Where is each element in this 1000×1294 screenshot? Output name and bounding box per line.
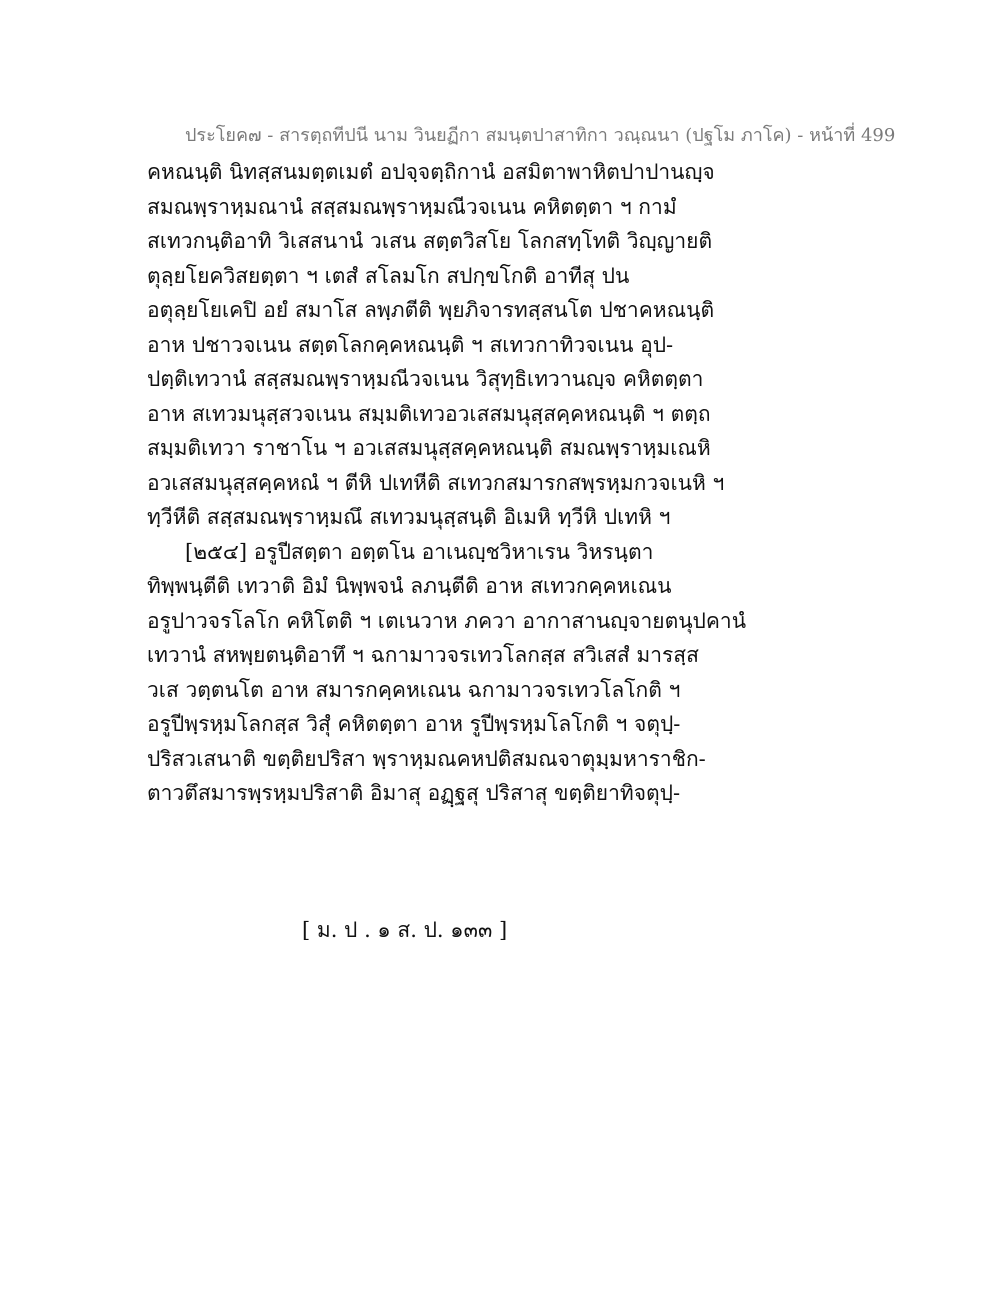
text-line: สเทวกนฺติอาทิ วิเสสนานํ วเสน สตฺตวิสโย โลกสทฺโทติ วิญฺญายติ [147,229,713,253]
text-line: เทวานํ สหพฺยตนฺติอาทึ ฯ ฉกามาวจรเทวโลกสฺส สวิเสสํ มารสฺส [147,643,699,667]
text-line: ทฺวีหีติ สสฺสมณพฺราหฺมณึ สเทวมนุสฺสนฺติ อิเมหิ ทฺวีหิ ปเทหิ ฯ [147,505,671,529]
running-header: ประโยค๗ - สารตฺถทีปนี นาม วินยฏีกา สมนฺตปาสาทิกา วณฺณนา (ปฐโม ภาโค) - หน้าที่ 499 [185,125,896,146]
text-line: ตุลฺยโยควิสยตฺตา ฯ เตสํ สโลมโก สปกฺขโกติ อาทีสุ ปน [147,263,630,288]
text-line: ปริสวเสนาติ ขตฺติยปริสา พฺราหฺมณคหปติสมณจาตุมฺมหาราชิก- [147,746,706,771]
text-line: คหณนฺติ นิทสฺสนมตฺตเมตํ อปจฺจตฺถิกานํ อสมิตาพาหิตปาปานญฺจ [147,160,715,184]
paragraph-start-line: [๒๕๔] อรูปีสตฺตา อตฺตโน อาเนญฺชวิหาเรน วิหรนฺตา [185,539,654,564]
text-line: อตุลฺยโยเคปิ อยํ สมาโส ลพฺภตีติ พฺยภิจารทสฺสนโต ปชาคหณนฺติ [147,298,715,322]
text-line: อาห สเทวมนุสฺสวจเนน สมฺมติเทวอวเสสมนุสฺสคฺคหณนฺติ ฯ ตตฺถ [147,401,711,426]
body-text [147,155,747,811]
text-line: ตาวตึสมารพฺรหฺมปริสาติ อิมาสุ อฏฺฐสุ ปริสาสุ ขตฺติยาทิจตุปฺ- [147,781,681,805]
text-line: ทิพฺพนฺตีติ เทวาติ อิมํ นิพฺพจนํ ลภนฺตีติ อาห สเทวกคฺคหเณน [147,574,672,598]
text-line: ปตฺติเทวานํ สสฺสมณพฺราหฺมณีวจเนน วิสุทฺธิเทวานญฺจ คหิตตฺตา [147,367,704,391]
text-line: อาห ปชาวจเนน สตฺตโลกคฺคหณนฺติ ฯ สเทวกาทิวจเนน อุป- [147,332,674,357]
text-line: สมฺมติเทวา ราชาโน ฯ อวเสสมนุสฺสคฺคหณนฺติ สมณพฺราหฺมเณหิ [147,436,711,460]
text-line: วเส วตฺตนโต อาห สมารกคฺคหเณน ฉกามาวจรเทวโลโกติ ฯ [147,677,681,702]
text-line: อรูปาวจรโลโก คหิโตติ ฯ เตเนวาห ภควา อากาสานญฺจายตนุปคานํ [147,608,747,633]
footnote-reference: [ ม. ป . ๑ ส. ป. ๑๓๓ ] [302,918,508,942]
text-line: สมณพฺราหฺมณานํ สสฺสมณพฺราหฺมณีวจเนน คหิตตฺตา ฯ กามํ [147,194,677,219]
text-line: อรูปีพฺรหฺมโลกสฺส วิสุํ คหิตตฺตา อาห รูปีพฺรหฺมโลโกติ ฯ จตุปฺ- [147,712,681,736]
text-line: อวเสสมนุสฺสคฺคหณํ ฯ ตีหิ ปเทหีติ สเทวกสมารกสพฺรหฺมกวจเนหิ ฯ [147,470,725,495]
